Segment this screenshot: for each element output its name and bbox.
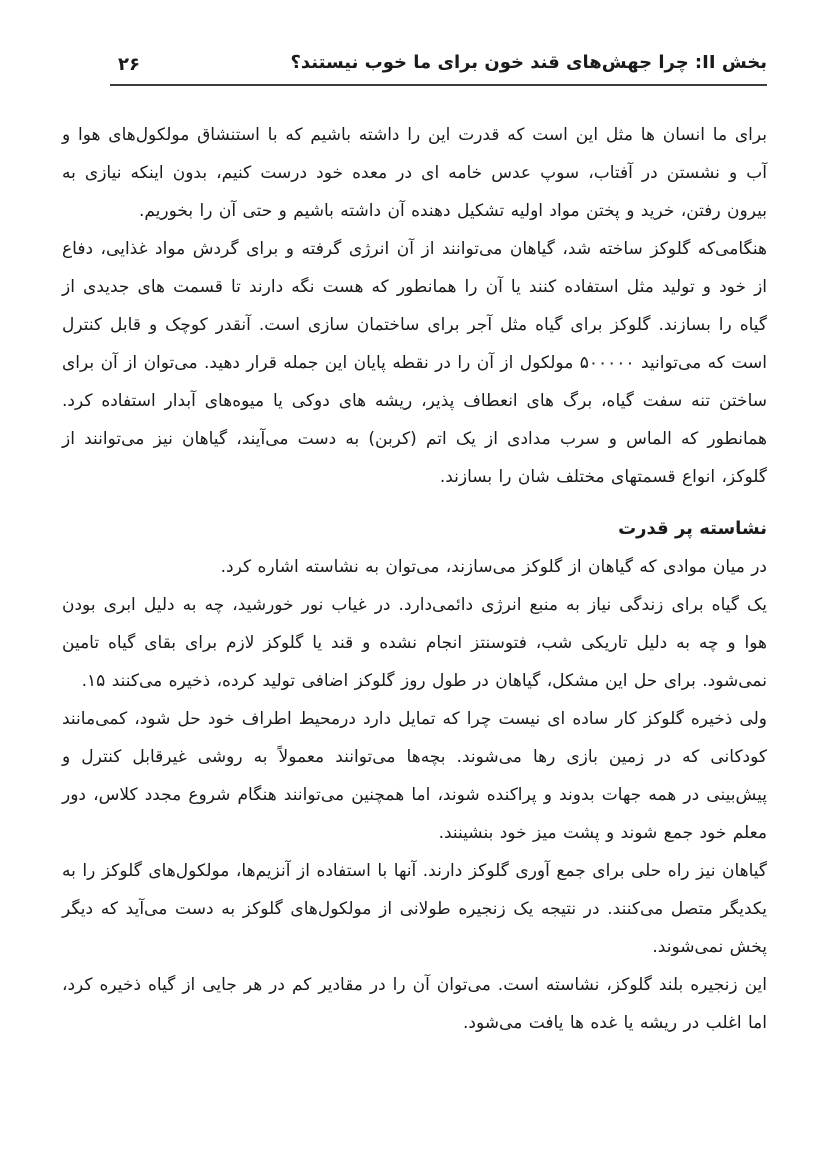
header-title: بخش II: چرا جهش‌های قند خون برای ما خوب نیستند؟ (290, 52, 767, 73)
page-number: ۲۶ (118, 54, 140, 75)
paragraph: این زنجیره بلند گلوکز، نشاسته است. می‌توان آن را در مقادیر کم در هر جایی از گیاه ذخیره کرد، اما اغلب در ریشه یا غده ها یافت می‌شود. (62, 975, 767, 1033)
paragraph: گیاهان نیز راه حلی برای جمع آوری گلوکز دارند. آنها با استفاده از آنزیم‌ها، مولکول‌های گلوکز را به یکدیگر متصل می‌کنند. در نتیجه یک زنجیره طولانی از مولکول‌های گلوکز به دست می‌آید که دیگر پخش نمی‌شوند. (62, 861, 767, 957)
paragraph: برای ما انسان ها مثل این است که قدرت این را داشته باشیم که با استنشاق مولکول‌های هوا و آب و نشستن در آفتاب، سوپ عدس خامه ای در معده خود درست کنیم، بدون اینکه نیازی به بیرون رفتن، خرید و پختن مواد اولیه تشکیل دهنده آن داشته باشیم و حتی آن را بخوریم. (62, 125, 767, 221)
paragraph: هنگامی‌که گلوکز ساخته شد، گیاهان می‌توانند از آن انرژی گرفته و برای گردش مواد غذایی، دفاع از خود و تولید مثل استفاده کنند یا آن را همانطور که هست نگه دارند تا قسمت های جدیدی از گیاه را بسازند. گلوکز برای گیاه مثل آجر برای ساختمان سازی است. آنقدر کوچک و قابل کنترل است که می‌توانید ۵۰۰۰۰۰ مولکول از آن را در نقطه پایان این جمله قرار دهید. می‌توان از آن برای ساختن تنه سفت گیاه، برگ های انعطاف پذیر، ریشه های دوکی یا میوه‌های آبدار استفاده کرد. همانطور که الماس و سرب مدادی از یک اتم (کربن) به دست می‌آیند، گیاهان نیز می‌توانند از گلوکز، انواع قسمتهای مختلف شان را بسازند. (62, 239, 767, 487)
paragraph: یک گیاه برای زندگی نیاز به منبع انرژی دائمی‌دارد. در غیاب نور خورشید، چه به دلیل ابری بودن هوا و چه به دلیل تاریکی شب، فتوسنتز انجام نشده و قند یا گلوکز لازم برای بقای گیاه تامین نمی‌شود. برای حل این مشکل، گیاهان در طول روز گلوکز اضافی تولید کرده، ذخیره می‌کنند ۱۵. (62, 595, 767, 691)
paragraph: ولی ذخیره گلوکز کار ساده ای نیست چرا که تمایل دارد درمحیط اطراف خود حل شود، کمی‌مانند کودکانی که در زمین بازی رها می‌شوند. بچه‌ها می‌توانند معمولاً به روشی غیرقابل کنترل و پیش‌بینی در همه جهات بدوند و پراکنده شوند، اما همچنین می‌توانند هنگام شروع مجدد کلاس، دور معلم خود جمع شوند و پشت میز خود بنشینند. (62, 709, 767, 843)
section-heading: نشاسته پر قدرت (618, 518, 767, 539)
header-rule (110, 84, 767, 86)
page-body (62, 116, 767, 1042)
paragraph: در میان موادی که گیاهان از گلوکز می‌سازند، می‌توان به نشاسته اشاره کرد. (220, 557, 767, 577)
